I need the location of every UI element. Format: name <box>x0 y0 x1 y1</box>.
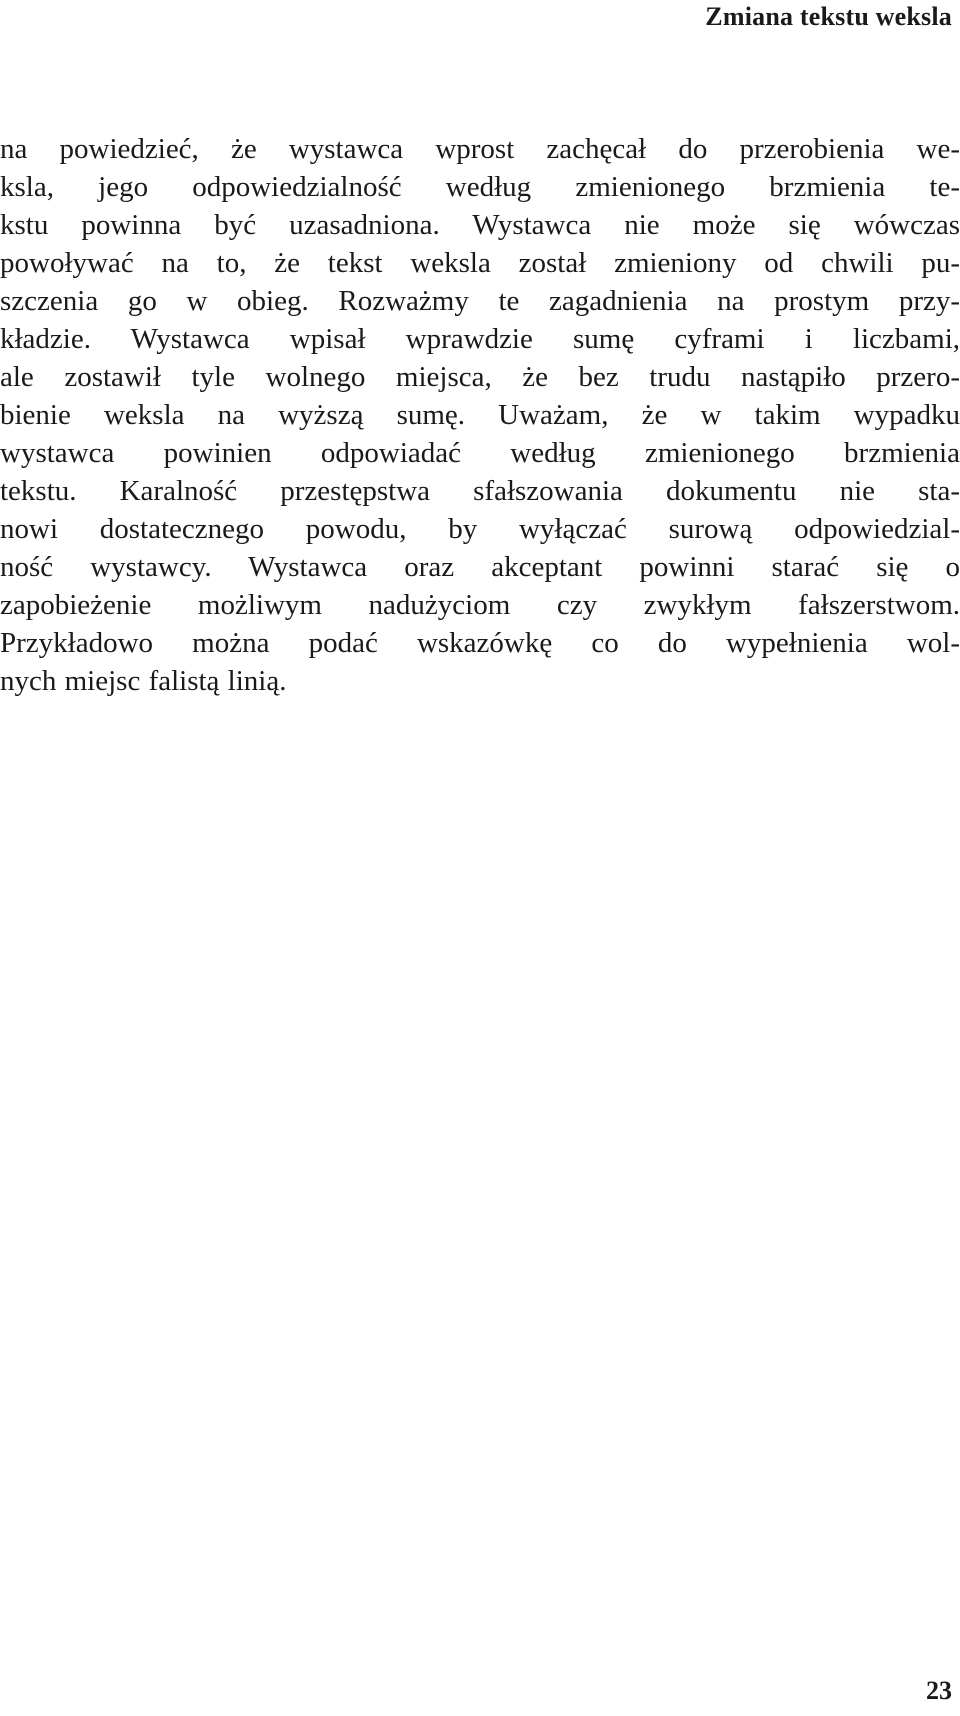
text-line: na powiedzieć, że wystawca wprost zachęcał do przerobienia we- <box>0 133 960 165</box>
text-line: nowi dostatecznego powodu, by wyłączać surową odpowiedzial- <box>0 513 960 545</box>
text-line: nych miejsc falistą linią. <box>0 665 287 697</box>
text-line: kstu powinna być uzasadniona. Wystawca nie może się wówczas <box>0 209 960 241</box>
text-line: Przykładowo można podać wskazówkę co do wypełnienia wol- <box>0 627 960 659</box>
text-line: wystawca powinien odpowiadać według zmienionego brzmienia <box>0 437 960 469</box>
text-line: szczenia go w obieg. Rozważmy te zagadnienia na prostym przy- <box>0 285 960 317</box>
page-number: 23 <box>926 1676 952 1705</box>
text-line: powoływać na to, że tekst weksla został zmieniony od chwili pu- <box>0 247 960 279</box>
text-line: bienie weksla na wyższą sumę. Uważam, że w takim wypadku <box>0 399 960 431</box>
body-paragraph <box>0 130 960 700</box>
text-line: ale zostawił tyle wolnego miejsca, że bez trudu nastąpiło przero- <box>0 361 960 393</box>
running-head-title: Zmiana tekstu weksla <box>705 2 952 31</box>
text-line: tekstu. Karalność przestępstwa sfałszowania dokumentu nie sta- <box>0 475 960 507</box>
text-line: ksla, jego odpowiedzialność według zmienionego brzmienia te- <box>0 171 960 203</box>
text-line: zapobieżenie możliwym nadużyciom czy zwykłym fałszerstwom. <box>0 589 960 621</box>
text-line: kładzie. Wystawca wpisał wprawdzie sumę cyframi i liczbami, <box>0 323 960 355</box>
text-line: ność wystawcy. Wystawca oraz akceptant powinni starać się o <box>0 551 960 583</box>
